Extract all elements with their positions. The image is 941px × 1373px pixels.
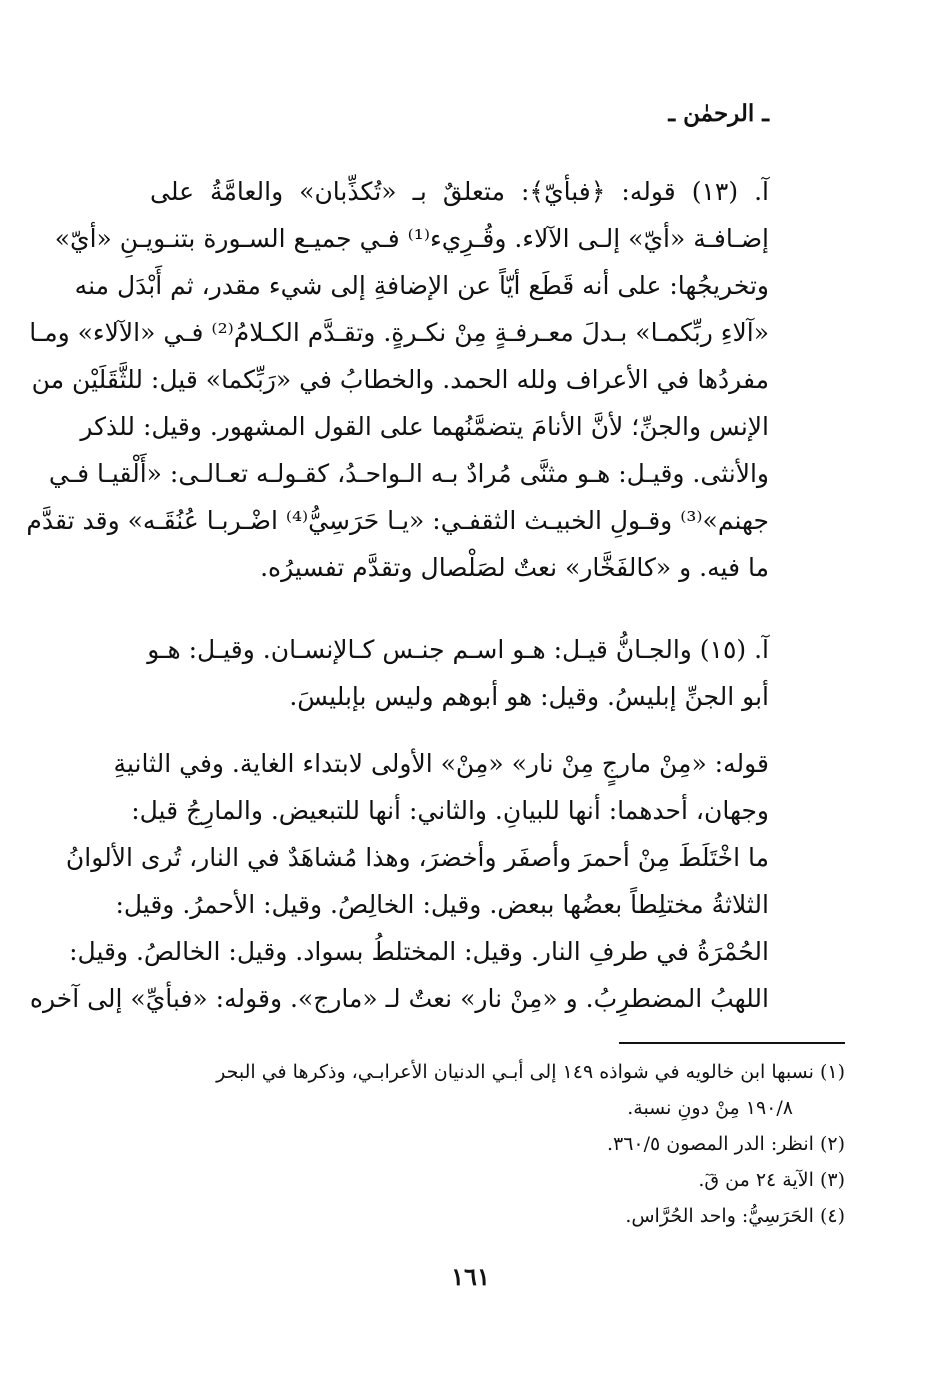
- footnote-text: الآية ٢٤ من قٓ.: [698, 1169, 814, 1191]
- footnote-4: [140, 1198, 845, 1234]
- paragraph-marij: [29, 740, 769, 1022]
- text-line: مفردُها في الأعراف ولله الحمد. والخطابُ في «رَبِّكما» قيل: للثَّقَلَيْن من: [31, 365, 769, 394]
- footnote-number: (١): [819, 1061, 845, 1083]
- text-line: قوله: «مِنْ مارجٍ مِنْ نار» «مِنْ» الأولى لابتداء الغاية. وفي الثانيةِ: [113, 749, 769, 778]
- footnote-1: [140, 1054, 845, 1090]
- footnote-number: (٤): [819, 1205, 845, 1227]
- footnote-number: (٢): [819, 1133, 845, 1155]
- text-line: ما اخْتَلَطَ مِنْ أحمرَ وأصفَر وأخضرَ، وهذا مُشاهَدٌ في النار، تُرى الألوانُ: [65, 843, 769, 872]
- text-line: الإنس والجنِّ؛ لأنَّ الأنامَ يتضمَّنُهما على القول المشهور. وقيل: للذكر: [80, 412, 769, 441]
- paragraph-verse-13: [26, 168, 769, 591]
- footnote-3: [140, 1162, 845, 1198]
- page-number: ١٦١: [451, 1262, 490, 1291]
- text-line: ما فيه. و «كالفَخَّار» نعتٌ لصَلْصال وتقدَّم تفسيرُه.: [260, 553, 769, 582]
- text-line: إضـافـة «أيّ» إلـى الآلاء. وقُـرِيء⁽¹⁾ فـي جميـع السـورة بتنـويـنِ «أيّ»: [54, 224, 769, 253]
- text-line: آ. (١٥) والجـانُّ قيـل: هـو اسـم جنـس كـالإنسـان. وقيـل: هـو: [147, 635, 769, 664]
- footnote-text: الحَرَسِيُّ: واحد الحُرَّاس.: [625, 1205, 814, 1227]
- text-line: الحُمْرَةُ في طرفِ النار. وقيل: المختلطُ بسواد. وقيل: الخالصُ. وقيل:: [69, 937, 769, 966]
- text-line: الثلاثةُ مختلِطاً بعضُها ببعض. وقيل: الخالِصُ. وقيل: الأحمرُ. وقيل:: [115, 890, 769, 919]
- paragraph-verse-15: [147, 626, 769, 720]
- footnote-text: نسبها ابن خالويه في شواذه ١٤٩ إلى أبـي الدنيان الأعرابـي، وذكرها في البحر: [216, 1061, 814, 1083]
- text-line: آ. (١٣) قوله: ﴿فبأيّ﴾: متعلقٌ بـ «تُكذِّبان» والعامَّةُ على: [150, 177, 769, 206]
- footnote-text: انظر: الدر المصون ٣٦٠/٥.: [606, 1133, 814, 1155]
- text-line: وتخريجُها: على أنه قَطَع أيّاً عن الإضافةِ إلى شيء مقدر، ثم أَبْدَل منه: [74, 271, 769, 300]
- footnotes: [140, 1054, 845, 1234]
- footnote-2: [140, 1126, 845, 1162]
- footnote-1-continuation: ١٩٠/٨ مِنْ دونِ نسبة.: [627, 1097, 793, 1119]
- footnote-number: (٣): [819, 1169, 845, 1191]
- text-line: اللهبُ المضطرِبُ. و «مِنْ نار» نعتٌ لـ «مارج». وقوله: «فبأيِّ» إلى آخره: [29, 984, 769, 1013]
- text-line: جهنم»⁽³⁾ وقـولِ الخبيـث الثقفـي: «يـا حَرَسِيُّ⁽⁴⁾ اضْـربـا عُنُقَـه» وقد تقدَّم: [26, 506, 769, 535]
- text-line: وجهان، أحدهما: أنها للبيانِ. والثاني: أنها للتبعيض. والمارِجُ قيل:: [131, 796, 769, 825]
- text-line: «آلاءِ ربِّكمـا» بـدلَ معـرفـةٍ مِنْ نكـرةٍ. وتقـدَّم الكـلامُ⁽²⁾ فـي «الآلاء» ومـا: [29, 318, 769, 347]
- running-header: ـ الرحمٰن ـ: [668, 100, 769, 127]
- text-line: أبو الجنِّ إبليسُ. وقيل: هو أبوهم وليس بإبليسَ.: [289, 682, 769, 711]
- footnote-separator: [619, 1042, 845, 1044]
- text-line: والأنثى. وقيـل: هـو مثنَّى مُرادٌ بـه الـواحـدُ، كقـولـه تعـالـى: «أَلْقيـا فـي: [48, 459, 769, 488]
